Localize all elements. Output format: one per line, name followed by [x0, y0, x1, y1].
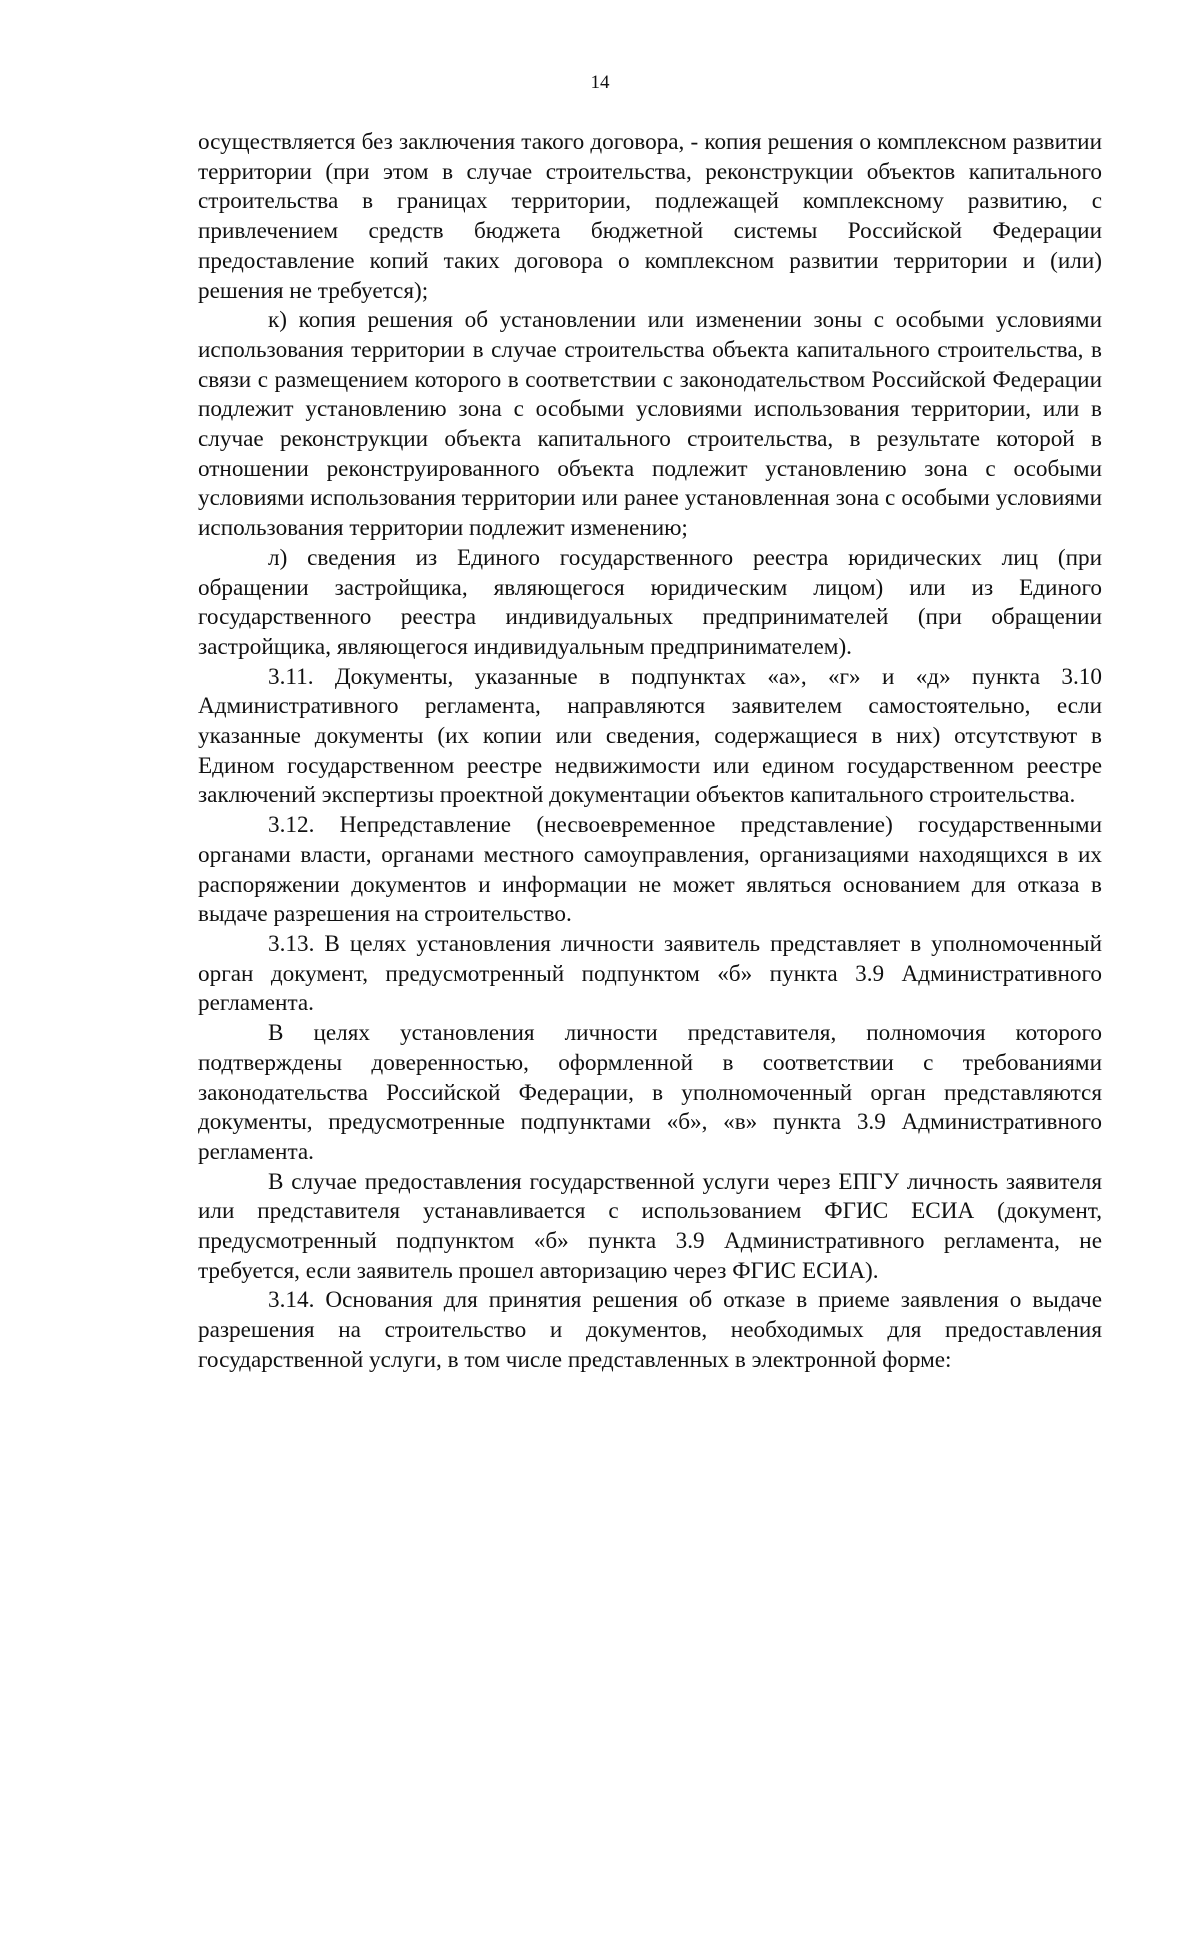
paragraph-l: л) сведения из Единого государственного реестра юридических лиц (при обращении застройщика, являющегося юридическим лицом) или из Единого государственного реестра индивидуальных предпринимателей (при обращении застройщика, являющегося индивидуальным предпринимателем). — [198, 544, 1102, 660]
paragraph-representative: В целях установления личности представителя, полномочия которого подтверждены доверенностью, оформленной в соответствии с требованиями законодательства Российской Федерации, в уполномоченный орган представляются документы, предусмотренные подпунктами «б», «в» пункта 3.9 Административного регламента. — [198, 1020, 1102, 1165]
paragraph-continuation: осуществляется без заключения такого договора, - копия решения о комплексном развитии территории (при этом в случае строительства, реконструкции объектов капитального строительства в границах территории, подлежащей комплексному развитию, с привлечением средств бюджета бюджетной системы Российской Федерации предоставление копий таких договора о комплексном развитии территории и (или) решения не требуется); — [198, 129, 1102, 304]
paragraph-3-13: 3.13. В целях установления личности заявитель представляет в уполномоченный орган документ, предусмотренный подпунктом «б» пункта 3.9 Административного регламента. — [198, 930, 1102, 1017]
paragraph-3-11: 3.11. Документы, указанные в подпунктах «а», «г» и «д» пункта 3.10 Административного регламента, направляются заявителем самостоятельно, если указанные документы (их копии или сведения, содержащиеся в них) отсутствуют в Едином государственном реестре недвижимости или едином государственном реестре заключений экспертизы проектной документации объектов капитального строительства. — [198, 663, 1102, 809]
document-body — [198, 128, 1102, 1376]
paragraph-3-14: 3.14. Основания для принятия решения об отказе в приеме заявления о выдаче разрешения на строительство и документов, необходимых для предоставления государственной услуги, в том числе представленных в электронной форме: — [198, 1287, 1102, 1373]
page-number: 14 — [590, 72, 610, 93]
paragraph-epgu: В случае предоставления государственной услуги через ЕПГУ личность заявителя или представителя устанавливается с использованием ФГИС ЕСИА (документ, предусмотренный подпунктом «б» пункта 3.9 Административного регламента, не требуется, если заявитель прошел авторизацию через ФГИС ЕСИА). — [198, 1168, 1102, 1284]
paragraph-k: к) копия решения об установлении или изменении зоны с особыми условиями использования территории в случае строительства объекта капитального строительства, в связи с размещением которого в соответствии с законодательством Российской Федерации подлежит установлению зона с особыми условиями использования территории, или в случае реконструкции объекта капитального строительства, в результате которой в отношении реконструированного объекта подлежит установлению зона с особыми условиями использования территории или ранее установленная зона с особыми условиями использования территории подлежит изменению; — [198, 307, 1102, 542]
paragraph-3-12: 3.12. Непредставление (несвоевременное представление) государственными органами власти, органами местного самоуправления, организациями находящихся в их распоряжении документов и информации не может являться основанием для отказа в выдаче разрешения на строительство. — [198, 812, 1102, 928]
